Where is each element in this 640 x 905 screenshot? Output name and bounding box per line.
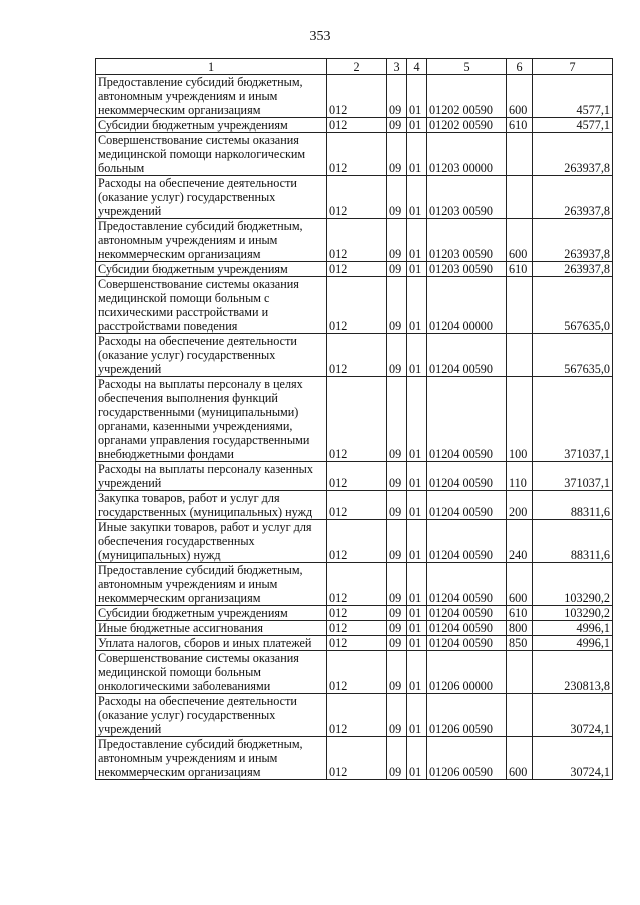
row-admin-code: 012	[327, 694, 387, 737]
row-section: 09	[387, 491, 407, 520]
row-admin-code: 012	[327, 377, 387, 462]
row-name: Совершенствование системы оказания медицинской помощи больным с психическими расстройствами и расстройствами поведения	[96, 277, 327, 334]
row-subsection: 01	[407, 176, 427, 219]
row-target-article: 01204 00590	[427, 563, 507, 606]
table-row	[96, 520, 613, 563]
budget-table	[95, 58, 613, 780]
header-row	[96, 59, 613, 75]
row-name: Расходы на обеспечение деятельности (оказание услуг) государственных учреждений	[96, 694, 327, 737]
column-header: 3	[387, 59, 407, 75]
row-section: 09	[387, 176, 407, 219]
row-target-article: 01203 00590	[427, 176, 507, 219]
row-section: 09	[387, 118, 407, 133]
table-row	[96, 636, 613, 651]
row-amount: 263937,8	[533, 219, 613, 262]
row-name: Субсидии бюджетным учреждениям	[96, 606, 327, 621]
row-admin-code: 012	[327, 621, 387, 636]
column-header: 5	[427, 59, 507, 75]
row-section: 09	[387, 621, 407, 636]
row-subsection: 01	[407, 621, 427, 636]
row-target-article: 01204 00590	[427, 520, 507, 563]
row-amount: 567635,0	[533, 334, 613, 377]
row-name: Иные бюджетные ассигнования	[96, 621, 327, 636]
table-row	[96, 491, 613, 520]
row-section: 09	[387, 377, 407, 462]
table-row	[96, 75, 613, 118]
row-target-article: 01204 00590	[427, 621, 507, 636]
row-expense-type: 610	[507, 118, 533, 133]
column-header: 6	[507, 59, 533, 75]
row-section: 09	[387, 694, 407, 737]
row-admin-code: 012	[327, 219, 387, 262]
row-admin-code: 012	[327, 133, 387, 176]
table-row	[96, 377, 613, 462]
row-target-article: 01204 00590	[427, 636, 507, 651]
row-expense-type	[507, 176, 533, 219]
table-row	[96, 606, 613, 621]
row-amount: 230813,8	[533, 651, 613, 694]
row-admin-code: 012	[327, 491, 387, 520]
row-section: 09	[387, 563, 407, 606]
row-expense-type	[507, 694, 533, 737]
row-section: 09	[387, 334, 407, 377]
row-subsection: 01	[407, 606, 427, 621]
row-name: Иные закупки товаров, работ и услуг для обеспечения государственных (муниципальных) нужд	[96, 520, 327, 563]
row-subsection: 01	[407, 651, 427, 694]
row-section: 09	[387, 737, 407, 780]
row-expense-type: 850	[507, 636, 533, 651]
row-admin-code: 012	[327, 651, 387, 694]
row-target-article: 01204 00590	[427, 606, 507, 621]
row-section: 09	[387, 636, 407, 651]
row-subsection: 01	[407, 636, 427, 651]
table-row	[96, 133, 613, 176]
row-target-article: 01204 00590	[427, 334, 507, 377]
row-subsection: 01	[407, 334, 427, 377]
row-name: Предоставление субсидий бюджетным, автономным учреждениям и иным некоммерческим организациям	[96, 75, 327, 118]
table-row	[96, 563, 613, 606]
row-admin-code: 012	[327, 118, 387, 133]
row-name: Субсидии бюджетным учреждениям	[96, 262, 327, 277]
row-target-article: 01204 00590	[427, 491, 507, 520]
row-target-article: 01204 00590	[427, 462, 507, 491]
row-admin-code: 012	[327, 606, 387, 621]
row-subsection: 01	[407, 491, 427, 520]
row-admin-code: 012	[327, 636, 387, 651]
table-row	[96, 694, 613, 737]
row-section: 09	[387, 520, 407, 563]
row-subsection: 01	[407, 737, 427, 780]
row-name: Предоставление субсидий бюджетным, автономным учреждениям и иным некоммерческим организациям	[96, 563, 327, 606]
row-name: Уплата налогов, сборов и иных платежей	[96, 636, 327, 651]
column-header: 2	[327, 59, 387, 75]
row-section: 09	[387, 277, 407, 334]
row-amount: 567635,0	[533, 277, 613, 334]
row-expense-type: 600	[507, 737, 533, 780]
row-amount: 103290,2	[533, 563, 613, 606]
row-subsection: 01	[407, 277, 427, 334]
row-target-article: 01204 00000	[427, 277, 507, 334]
row-target-article: 01204 00590	[427, 377, 507, 462]
row-section: 09	[387, 133, 407, 176]
table-body	[96, 75, 613, 780]
row-section: 09	[387, 651, 407, 694]
row-name: Предоставление субсидий бюджетным, автономным учреждениям и иным некоммерческим организациям	[96, 737, 327, 780]
row-admin-code: 012	[327, 520, 387, 563]
column-header: 7	[533, 59, 613, 75]
row-expense-type	[507, 651, 533, 694]
row-amount: 371037,1	[533, 377, 613, 462]
row-subsection: 01	[407, 133, 427, 176]
row-subsection: 01	[407, 520, 427, 563]
row-expense-type: 240	[507, 520, 533, 563]
row-target-article: 01202 00590	[427, 118, 507, 133]
row-amount: 103290,2	[533, 606, 613, 621]
column-header: 4	[407, 59, 427, 75]
row-subsection: 01	[407, 377, 427, 462]
row-expense-type: 610	[507, 262, 533, 277]
row-admin-code: 012	[327, 737, 387, 780]
row-expense-type: 600	[507, 563, 533, 606]
row-subsection: 01	[407, 118, 427, 133]
row-subsection: 01	[407, 262, 427, 277]
row-target-article: 01206 00000	[427, 651, 507, 694]
row-admin-code: 012	[327, 75, 387, 118]
table-row	[96, 176, 613, 219]
table-row	[96, 277, 613, 334]
row-admin-code: 012	[327, 334, 387, 377]
row-target-article: 01202 00590	[427, 75, 507, 118]
row-expense-type: 200	[507, 491, 533, 520]
row-target-article: 01206 00590	[427, 694, 507, 737]
column-header: 1	[96, 59, 327, 75]
row-amount: 30724,1	[533, 737, 613, 780]
table-row	[96, 651, 613, 694]
row-section: 09	[387, 462, 407, 491]
table-row	[96, 462, 613, 491]
row-section: 09	[387, 606, 407, 621]
row-target-article: 01203 00590	[427, 262, 507, 277]
row-amount: 4996,1	[533, 621, 613, 636]
row-expense-type: 100	[507, 377, 533, 462]
row-amount: 263937,8	[533, 133, 613, 176]
row-expense-type	[507, 133, 533, 176]
row-amount: 4577,1	[533, 118, 613, 133]
row-subsection: 01	[407, 563, 427, 606]
row-admin-code: 012	[327, 563, 387, 606]
row-expense-type: 600	[507, 219, 533, 262]
row-amount: 88311,6	[533, 491, 613, 520]
table-row	[96, 219, 613, 262]
row-amount: 30724,1	[533, 694, 613, 737]
row-name: Совершенствование системы оказания медицинской помощи наркологическим больным	[96, 133, 327, 176]
row-expense-type: 110	[507, 462, 533, 491]
row-subsection: 01	[407, 462, 427, 491]
table-row	[96, 737, 613, 780]
page-number: 353	[309, 29, 331, 44]
row-name: Предоставление субсидий бюджетным, автономным учреждениям и иным некоммерческим организациям	[96, 219, 327, 262]
row-expense-type	[507, 277, 533, 334]
row-admin-code: 012	[327, 277, 387, 334]
row-admin-code: 012	[327, 176, 387, 219]
row-target-article: 01203 00000	[427, 133, 507, 176]
row-expense-type: 610	[507, 606, 533, 621]
row-admin-code: 012	[327, 462, 387, 491]
row-section: 09	[387, 262, 407, 277]
row-section: 09	[387, 75, 407, 118]
row-name: Закупка товаров, работ и услуг для государственных (муниципальных) нужд	[96, 491, 327, 520]
row-name: Расходы на обеспечение деятельности (оказание услуг) государственных учреждений	[96, 176, 327, 219]
row-subsection: 01	[407, 694, 427, 737]
row-expense-type	[507, 334, 533, 377]
row-amount: 88311,6	[533, 520, 613, 563]
row-expense-type: 600	[507, 75, 533, 118]
table-row	[96, 118, 613, 133]
row-name: Расходы на выплаты персоналу казенных учреждений	[96, 462, 327, 491]
row-amount: 263937,8	[533, 176, 613, 219]
row-amount: 4996,1	[533, 636, 613, 651]
row-subsection: 01	[407, 75, 427, 118]
table-row	[96, 621, 613, 636]
table-row	[96, 334, 613, 377]
row-amount: 371037,1	[533, 462, 613, 491]
row-name: Расходы на выплаты персоналу в целях обеспечения выполнения функций государственными (муниципальными) органами, казенными учреждениями, органами управления государственными внебюджетными фондами	[96, 377, 327, 462]
row-name: Расходы на обеспечение деятельности (оказание услуг) государственных учреждений	[96, 334, 327, 377]
row-subsection: 01	[407, 219, 427, 262]
row-expense-type: 800	[507, 621, 533, 636]
row-target-article: 01203 00590	[427, 219, 507, 262]
row-section: 09	[387, 219, 407, 262]
row-amount: 4577,1	[533, 75, 613, 118]
row-name: Совершенствование системы оказания медицинской помощи больным онкологическими заболеваниями	[96, 651, 327, 694]
row-amount: 263937,8	[533, 262, 613, 277]
table-row	[96, 262, 613, 277]
row-target-article: 01206 00590	[427, 737, 507, 780]
row-name: Субсидии бюджетным учреждениям	[96, 118, 327, 133]
row-admin-code: 012	[327, 262, 387, 277]
